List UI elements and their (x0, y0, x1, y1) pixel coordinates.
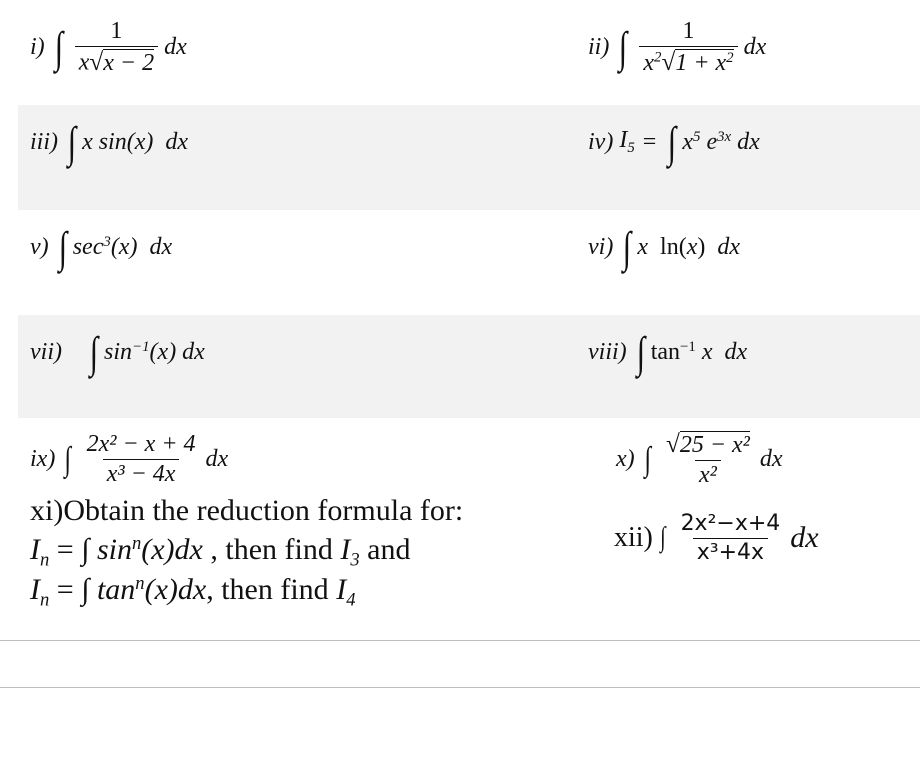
problem-ix (30, 422, 228, 497)
numerator: 2x²−x+4 (680, 511, 781, 537)
numerator: 2x² − x + 4 (86, 430, 196, 457)
differential: dx (790, 521, 819, 554)
fraction (639, 19, 737, 77)
integral-sign: ∫ (668, 117, 677, 167)
reduction-line-1: $I_n$ = ∫ $\sin^n(x)dx$ , then find $I_3$ and (30, 533, 411, 571)
fraction (75, 19, 158, 76)
problem-label: iii) (30, 129, 58, 155)
problem-v (30, 220, 172, 275)
square-root: √ x − 2 (89, 48, 155, 76)
divider-line (0, 687, 920, 688)
problem-label: viii) (588, 339, 627, 365)
problem-vi (588, 220, 740, 275)
divider-line (0, 640, 920, 641)
equals: = (642, 129, 657, 155)
denominator: $x^2$ √ $1 + x^2$ (639, 46, 737, 76)
integral-sign: ∫ (636, 327, 645, 377)
problem-label: xii) (614, 522, 653, 553)
differential: dx (743, 34, 767, 60)
integrand: x sin(x) dx (82, 129, 189, 155)
integral-sign: ∫ (54, 22, 63, 72)
denominator: x³+4x (693, 538, 768, 564)
integrand: $\sin^{-1}(x)$ dx (104, 338, 205, 366)
problem-label: ii) (588, 34, 610, 60)
integrand: $\tan^{-1} x$ dx (650, 338, 748, 366)
denominator: x² (695, 460, 721, 488)
problem-label: ix) (30, 446, 56, 472)
problem-iv (588, 115, 760, 170)
problem-label: vii) (30, 339, 62, 365)
fraction (677, 512, 785, 563)
integrand: $x^5$ $e^{3x}$ dx (682, 128, 760, 156)
problem-viii (588, 325, 747, 380)
numerator: 1 (682, 17, 695, 44)
numerator: √ 25 − x² (665, 430, 750, 458)
problem-ii (588, 10, 766, 85)
problem-label: x) (616, 446, 635, 472)
reduction-line-2: $I_n$ = ∫ $\tan^n(x)dx$, then find $I_4$ (30, 573, 356, 611)
differential: dx (164, 34, 187, 60)
integrand: $\sec^3(x)$ dx (72, 233, 173, 261)
problem-xii (614, 502, 819, 574)
integral-sign: ∫ (623, 222, 632, 272)
integrand: x ln(x) dx (637, 234, 741, 260)
numerator: 1 (110, 17, 123, 44)
denominator: x³ − 4x (103, 459, 180, 487)
fraction (83, 432, 200, 487)
problem-label: v) (30, 234, 49, 260)
differential: dx (205, 446, 229, 472)
problem-label: vi) (588, 234, 614, 260)
integral-sign: ∫ (89, 327, 99, 377)
problem-iii (30, 115, 188, 170)
integral-sign: ∫ (58, 222, 67, 272)
denominator: x √ x − 2 (75, 46, 158, 76)
problem-label: i) (30, 34, 45, 60)
integral-sign: ∫ (644, 440, 651, 478)
integral-sign: ∫ (619, 22, 628, 72)
differential: dx (759, 446, 783, 472)
integral-sign: ∫ (660, 522, 666, 553)
problem-vii (30, 325, 205, 380)
integral-sign: ∫ (67, 117, 77, 167)
fraction (662, 431, 754, 488)
problem-i (30, 10, 187, 85)
lhs: $I_5$ (619, 127, 635, 157)
reduction-title: xi)Obtain the reduction formula for: (30, 494, 464, 527)
problem-label: iv) (588, 129, 614, 155)
problem-x (616, 422, 783, 497)
integral-sign: ∫ (64, 440, 72, 478)
